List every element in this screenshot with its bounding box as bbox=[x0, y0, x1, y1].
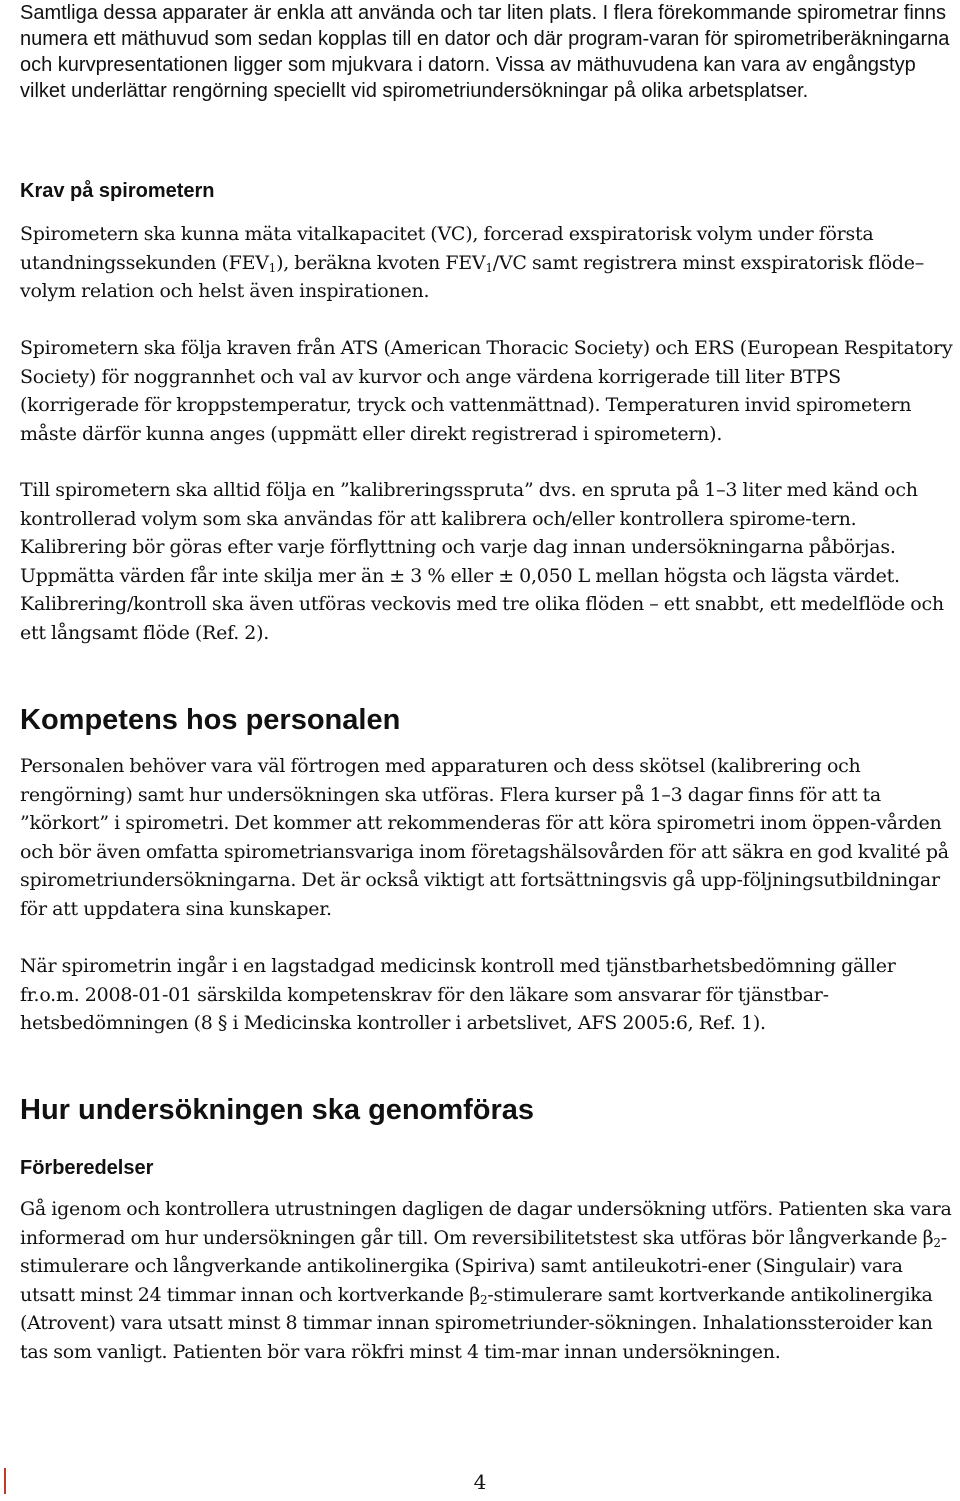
krav-paragraph-2: Spirometern ska följa kraven från ATS (American Thoracic Society) och ERS (European Respitatory Society) för noggrannhet och val av kurvor och ange värdena korrigerade till liter BTPS (korrigerade för kroppstemperatur, tryck och vattenmättnad). Temperaturen invid spirometern måste därför kunna anges (uppmätt eller direkt registrerad i spirometern). bbox=[20, 337, 953, 445]
forberedelser-heading: Förberedelser bbox=[20, 1157, 154, 1179]
krav-paragraph-1: Spirometern ska kunna mäta vitalkapacitet (VC), forcerad exspiratorisk volym under första utandningssekunden $(FEV_1)$, beräkna kvoten $FEV_1/VC$ samt registrera minst exspiratorisk flöde–volym relation och helst även inspirationen. bbox=[20, 223, 925, 302]
kompetens-paragraph-1: Personalen behöver vara väl förtrogen med apparaturen och dess skötsel (kalibrering och rengörning) samt hur undersökningen ska utföras. Flera kurser på 1–3 dagar finns för att ta ”körkort” i spirometri. Det kommer att rekommenderas för att köra spirometri inom öppen-vården och bör även omfatta spirometriansvariga inom företagshälsovården för att säkra en god kvalité på spirometriundersökningarna. Det är också viktigt att fortsättningsvis gå upp-följningsutbildningar för att uppdatera sina kunskaper. bbox=[20, 755, 949, 920]
forberedelser-paragraph: Gå igenom och kontrollera utrustningen dagligen de dagar undersökning utförs. Patienten ska vara informerad om hur undersökningen går till. Om reversibilitetstest ska utföras bör långverkande $\beta_2$-stimulerare och långverkande antikolinergika (Spiriva) samt antileukotri-ener (Singulair) vara utsatt minst 24 timmar innan och kortverkande $\beta_2$-stimulerare samt kortverkande antikolinergika (Atrovent) vara utsatt minst 8 timmar innan spirometriunder-sökningen. Inhalationssteroider kan tas som vanligt. Patienten bör vara rökfri minst 4 tim-mar innan undersökningen. bbox=[20, 1198, 952, 1363]
page-number: 4 bbox=[473, 1470, 487, 1494]
kompetens-paragraph-2: När spirometrin ingår i en lagstadgad medicinsk kontroll med tjänstbarhetsbedömning gäller fr.o.m. 2008-01-01 särskilda kompetenskrav för den läkare som ansvarar för tjänstbar-hetsbedömningen (8 § i Medicinska kontroller i arbetslivet, AFS 2005:6, Ref. 1). bbox=[20, 955, 896, 1034]
hur-heading: Hur undersökningen ska genomföras bbox=[20, 1094, 535, 1126]
krav-paragraph-3: Till spirometern ska alltid följa en ”kalibreringsspruta” dvs. en spruta på 1–3 liter med känd och kontrollerad volym som ska användas för att kalibrera och/eller kontrollera spirome-tern. Kalibrering bör göras efter varje förflyttning och varje dag innan undersökningarna påbörjas. Uppmätta värden får inte skilja mer än ± 3 % eller ± 0,050 L mellan högsta och lägsta värdet. Kalibrering/kontroll ska även utföras veckovis med tre olika flöden – ett snabbt, ett medelflöde och ett långsamt flöde (Ref. 2). bbox=[20, 479, 944, 644]
intro-paragraph: Samtliga dessa apparater är enkla att använda och tar liten plats. I flera förekommande spirometrar finns numera ett mäthuvud som sedan kopplas till en dator och där program-varan för spirometriberäkningarna och kurvpresentationen ligger som mjukvara i datorn. Vissa av mäthuvudena kan vara av engångstyp vilket underlättar rengörning speciellt vid spirometriundersökningar på olika arbetsplatser. bbox=[20, 2, 950, 102]
krav-heading: Krav på spirometern bbox=[20, 180, 215, 202]
kompetens-heading: Kompetens hos personalen bbox=[20, 704, 401, 736]
